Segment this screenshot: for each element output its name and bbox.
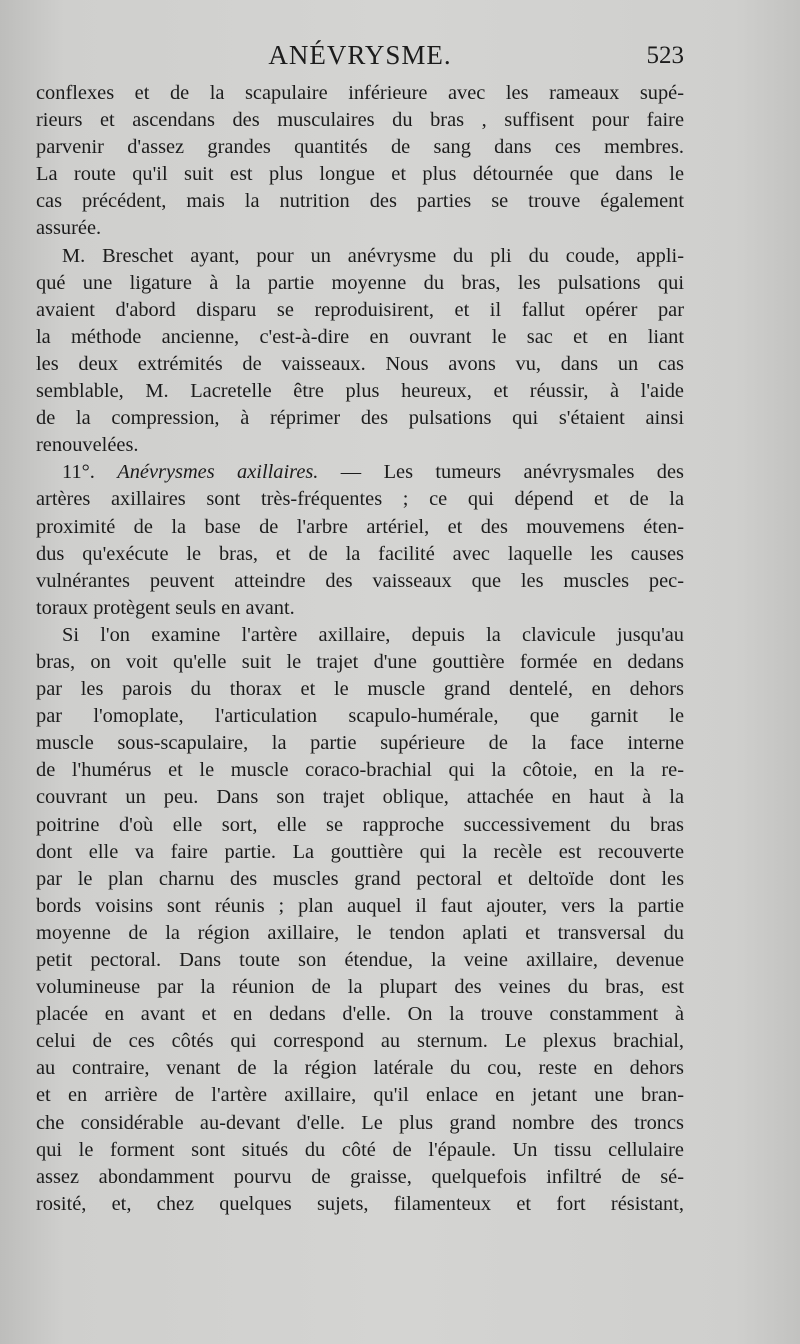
text-line: parvenir d'assez grandes quantités de sang dans ces membres.	[36, 136, 684, 159]
section-title: Anévrysmes axillaires.	[117, 461, 319, 484]
text-line: La route qu'il suit est plus longue et plus détournée que dans le	[36, 163, 684, 186]
text-line: muscle sous-scapulaire, la partie supérieure de la face interne	[36, 732, 684, 755]
text-line: dus qu'exécute le bras, et de la facilité avec laquelle les causes	[36, 542, 684, 565]
text-line: celui de ces côtés qui correspond au sternum. Le plexus brachial,	[36, 1030, 684, 1053]
body-text	[36, 80, 684, 1218]
text-line: rosité, et, chez quelques sujets, filamenteux et fort résistant,	[36, 1192, 684, 1215]
page-number: 523	[646, 42, 684, 69]
text-line: proximité de la base de l'arbre artériel, et des mouvemens éten-	[36, 515, 684, 538]
text-line: par l'omoplate, l'articulation scapulo-humérale, que garnit le	[36, 705, 684, 728]
section-heading-line	[36, 459, 684, 486]
text-line: les deux extrémités de vaisseaux. Nous avons vu, dans un cas	[36, 352, 684, 375]
text-line: bras, on voit qu'elle suit le trajet d'une gouttière formée en dedans	[36, 650, 684, 673]
text-line: renouvelées.	[36, 434, 139, 457]
text-line: assez abondamment pourvu de graisse, quelquefois infiltré de sé-	[36, 1165, 684, 1188]
text-line: au contraire, venant de la région latérale du cou, reste en dehors	[36, 1057, 684, 1080]
text-line: bords voisins sont réunis ; plan auquel il faut ajouter, vers la partie	[36, 894, 684, 917]
text-line: qué une ligature à la partie moyenne du bras, les pulsations qui	[36, 271, 684, 294]
text-line: par les parois du thorax et le muscle grand dentelé, en dehors	[36, 678, 684, 701]
text-line: poitrine d'où elle sort, elle se rapproche successivement du bras	[36, 813, 684, 836]
text-line: M. Breschet ayant, pour un anévrysme du pli du coude, appli-	[62, 244, 684, 267]
text-line: et en arrière de l'artère axillaire, qu'il enlace en jetant une bran-	[36, 1084, 684, 1107]
text-line: couvrant un peu. Dans son trajet oblique, attachée en haut à la	[36, 786, 684, 809]
text-line: che considérable au-devant d'elle. Le plus grand nombre des troncs	[36, 1111, 684, 1134]
text-line: volumineuse par la réunion de la plupart des veines du bras, est	[36, 976, 684, 999]
text-line: Si l'on examine l'artère axillaire, depuis la clavicule jusqu'au	[62, 623, 684, 646]
text-line: qui le forment sont situés du côté de l'épaule. Un tissu cellulaire	[36, 1138, 684, 1161]
text-line: placée en avant et en dedans d'elle. On la trouve constamment à	[36, 1003, 684, 1026]
text-line: rieurs et ascendans des musculaires du bras , suffisent pour faire	[36, 109, 684, 132]
text-line: vulnérantes peuvent atteindre des vaisseaux que les muscles pec-	[36, 569, 684, 592]
text-line: avaient d'abord disparu se reproduisirent, et il fallut opérer par	[36, 298, 684, 321]
section-heading-text: — Les tumeurs anévrysmales des	[340, 461, 684, 484]
text-line: la méthode ancienne, c'est-à-dire en ouvrant le sac et en liant	[36, 325, 684, 348]
text-line: toraux protègent seuls en avant.	[36, 596, 295, 619]
text-line: petit pectoral. Dans toute son étendue, la veine axillaire, devenue	[36, 949, 684, 971]
text-line: conflexes et de la scapulaire inférieure avec les rameaux supé-	[36, 82, 684, 104]
page-header	[36, 40, 684, 80]
text-line: assurée.	[36, 217, 102, 240]
section-number: 11°.	[62, 461, 95, 484]
text-line: moyenne de la région axillaire, le tendon aplati et transversal du	[36, 921, 684, 944]
text-line: cas précédent, mais la nutrition des parties se trouve également	[36, 190, 684, 213]
text-line: par le plan charnu des muscles grand pectoral et deltoïde dont les	[36, 867, 684, 890]
text-line: artères axillaires sont très-fréquentes ; ce qui dépend et de la	[36, 488, 684, 511]
running-title: ANÉVRYSME.	[268, 40, 452, 70]
text-line: semblable, M. Lacretelle être plus heureux, et réussir, à l'aide	[36, 380, 684, 403]
text-line: de l'humérus et le muscle coraco-brachial qui la côtoie, en la re-	[36, 759, 684, 782]
text-line: de la compression, à réprimer des pulsations qui s'étaient ainsi	[36, 407, 684, 430]
text-line: dont elle va faire partie. La gouttière qui la recèle est recouverte	[36, 840, 684, 863]
